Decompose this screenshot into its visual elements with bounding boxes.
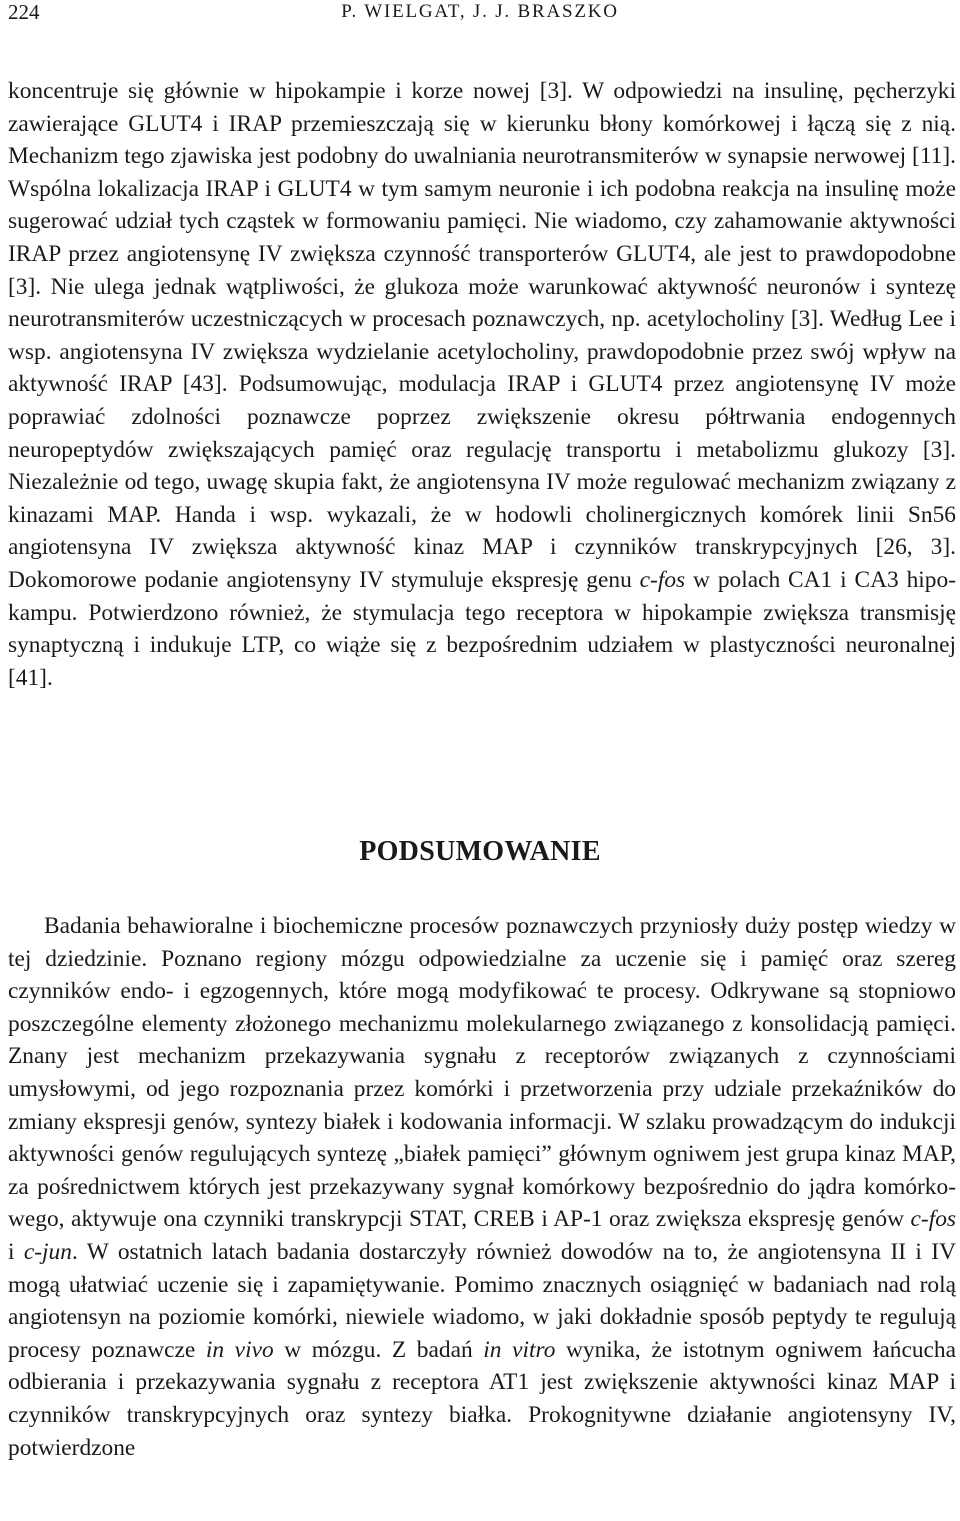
running-head-authors: P. WIELGAT, J. J. BRASZKO: [341, 1, 619, 22]
body-paragraph-1: [8, 75, 956, 694]
gene-name-c-jun: c-jun: [23, 1238, 72, 1265]
term-in-vitro: in vitro: [483, 1336, 556, 1363]
page-header: [0, 0, 960, 24]
paragraph-2-text-e: wynika, że istotnym ogniwem łańcucha odbierania i przekazywania sygnału z receptora AT1 jest zwiększenie aktywności kinaz MAP i czynników transkrypcyjnych oraz syntezy białka. Prokognitywne działanie angiotensyny IV, potwierdzone: [8, 1336, 957, 1461]
term-in-vivo: in vivo: [205, 1336, 274, 1363]
section-heading-summary: PODSUMOWANIE: [359, 836, 601, 867]
paragraph-2-text-d: w mózgu. Z badań: [273, 1336, 484, 1363]
paragraph-1-text-a: koncentruje się głównie w hipokampie i korze nowej [3]. W odpowiedzi na insulinę, pęcherzyki zawierające GLUT4 i IRAP przemieszczają się w kierunku błony komórkowej i łączą się z nią. Mechanizm tego zjawiska jest podobny do uwalniania neurotransmiterów w synapsie nerwowej [11]. Wspólna lokalizacja IRAP i GLUT4 w tym samym neuronie i ich podobna reakcja na insulinę może sugerować udział tych cząstek w formowaniu pamięci. Nie wiadomo, czy zahamowanie aktywności IRAP przez angiotensynę IV zwiększa czynność transporterów GLUT4, ale jest to prawdopodobne [3]. Nie ulega jednak wątpliwości, że glukoza może warunkować aktywność neuronów i syntezę neurotransmiterów uczestniczących w procesach poznawczych, np. acetylocholiny [3]. Według Lee i wsp. angiotensyna IV zwiększa wydzielanie acetylocholiny, prawdopodobnie przez swój wpływ na aktywność IRAP [43]. Podsumowując, modulacja IRAP i GLUT4 przez angiotensynę IV może poprawiać zdolności poznawcze poprzez zwiększenie okresu półtrwania endogennych neuropeptydów zwiększających pamięć oraz regulację transportu i metabolizmu glukozy [3]. Niezależnie od tego, uwagę skupia fakt, że angiotensyna IV może regulować mechanizm związany z kinazami MAP. Handa i wsp. wykazali, że w hodowli cholinergicznych komórek linii Sn56 angiotensyna IV zwiększa aktywność kinaz MAP i czynników transkrypcyjnych [26, 3]. Dokomorowe podanie angiotensyny IV stymuluje ekspresję genu: [8, 78, 956, 593]
body-paragraph-2: [8, 910, 956, 1464]
gene-name-c-fos: c-fos: [639, 566, 686, 593]
paragraph-2-text-b: i: [8, 1238, 24, 1265]
paragraph-1-text-b: w polach CA1 i CA3 hipokampu. Potwierdzono również, że stymulacja tego receptora w hipokampie zwiększa transmisję synaptyczną i indukuje LTP, co wiąże się z bezpośrednim udziałem w plastyczności neuronalnej [41].: [8, 566, 956, 691]
paragraph-2-text-a: Badania behawioralne i biochemiczne procesów poznawczych przyniosły duży postęp wiedzy w tej dziedzinie. Poznano regiony mózgu odpowiedzialne za uczenie się i pamięć oraz szereg czynników endo- i egzogennych, które mogą modyfikować te procesy. Odkrywane są stopniowo poszczególne elementy złożonego mechanizmu molekularnego związanego z konsolidacją pamięci. Znany jest mechanizm przekazywania sygnału z receptorów związanych z czynnościami umysłowymi, od jego rozpoznania przez komórki i przetworzenia przy udziale przekaźników do zmiany ekspresji genów, syntezy białek i kodowania informacji. W szlaku prowadzącym do indukcji aktywności genów regulujących syntezę „białek pamięci” głównym ogniwem jest grupa kinaz MAP, za pośrednictwem których jest przekazywany sygnał komórkowy bezpośrednio do jądra komórkowego, aktywuje ona czynniki transkrypcji STAT, CREB i AP-1 oraz zwiększa ekspresję genów: [8, 913, 956, 1233]
page-number: 224: [8, 0, 40, 24]
gene-name-c-fos: c-fos: [910, 1206, 956, 1233]
paragraph-2-text-c: . W ostatnich latach badania dostarczyły również dowodów na to, że angiotensyna II i IV mogą ułatwiać uczenie się i zapamiętywanie. Pomimo znacznych osiągnięć w badaniach nad rolą angiotensyn na poziomie komórki, niewiele wiadomo, w jaki dokładnie sposób peptydy te regulują procesy poznawcze: [8, 1238, 956, 1363]
